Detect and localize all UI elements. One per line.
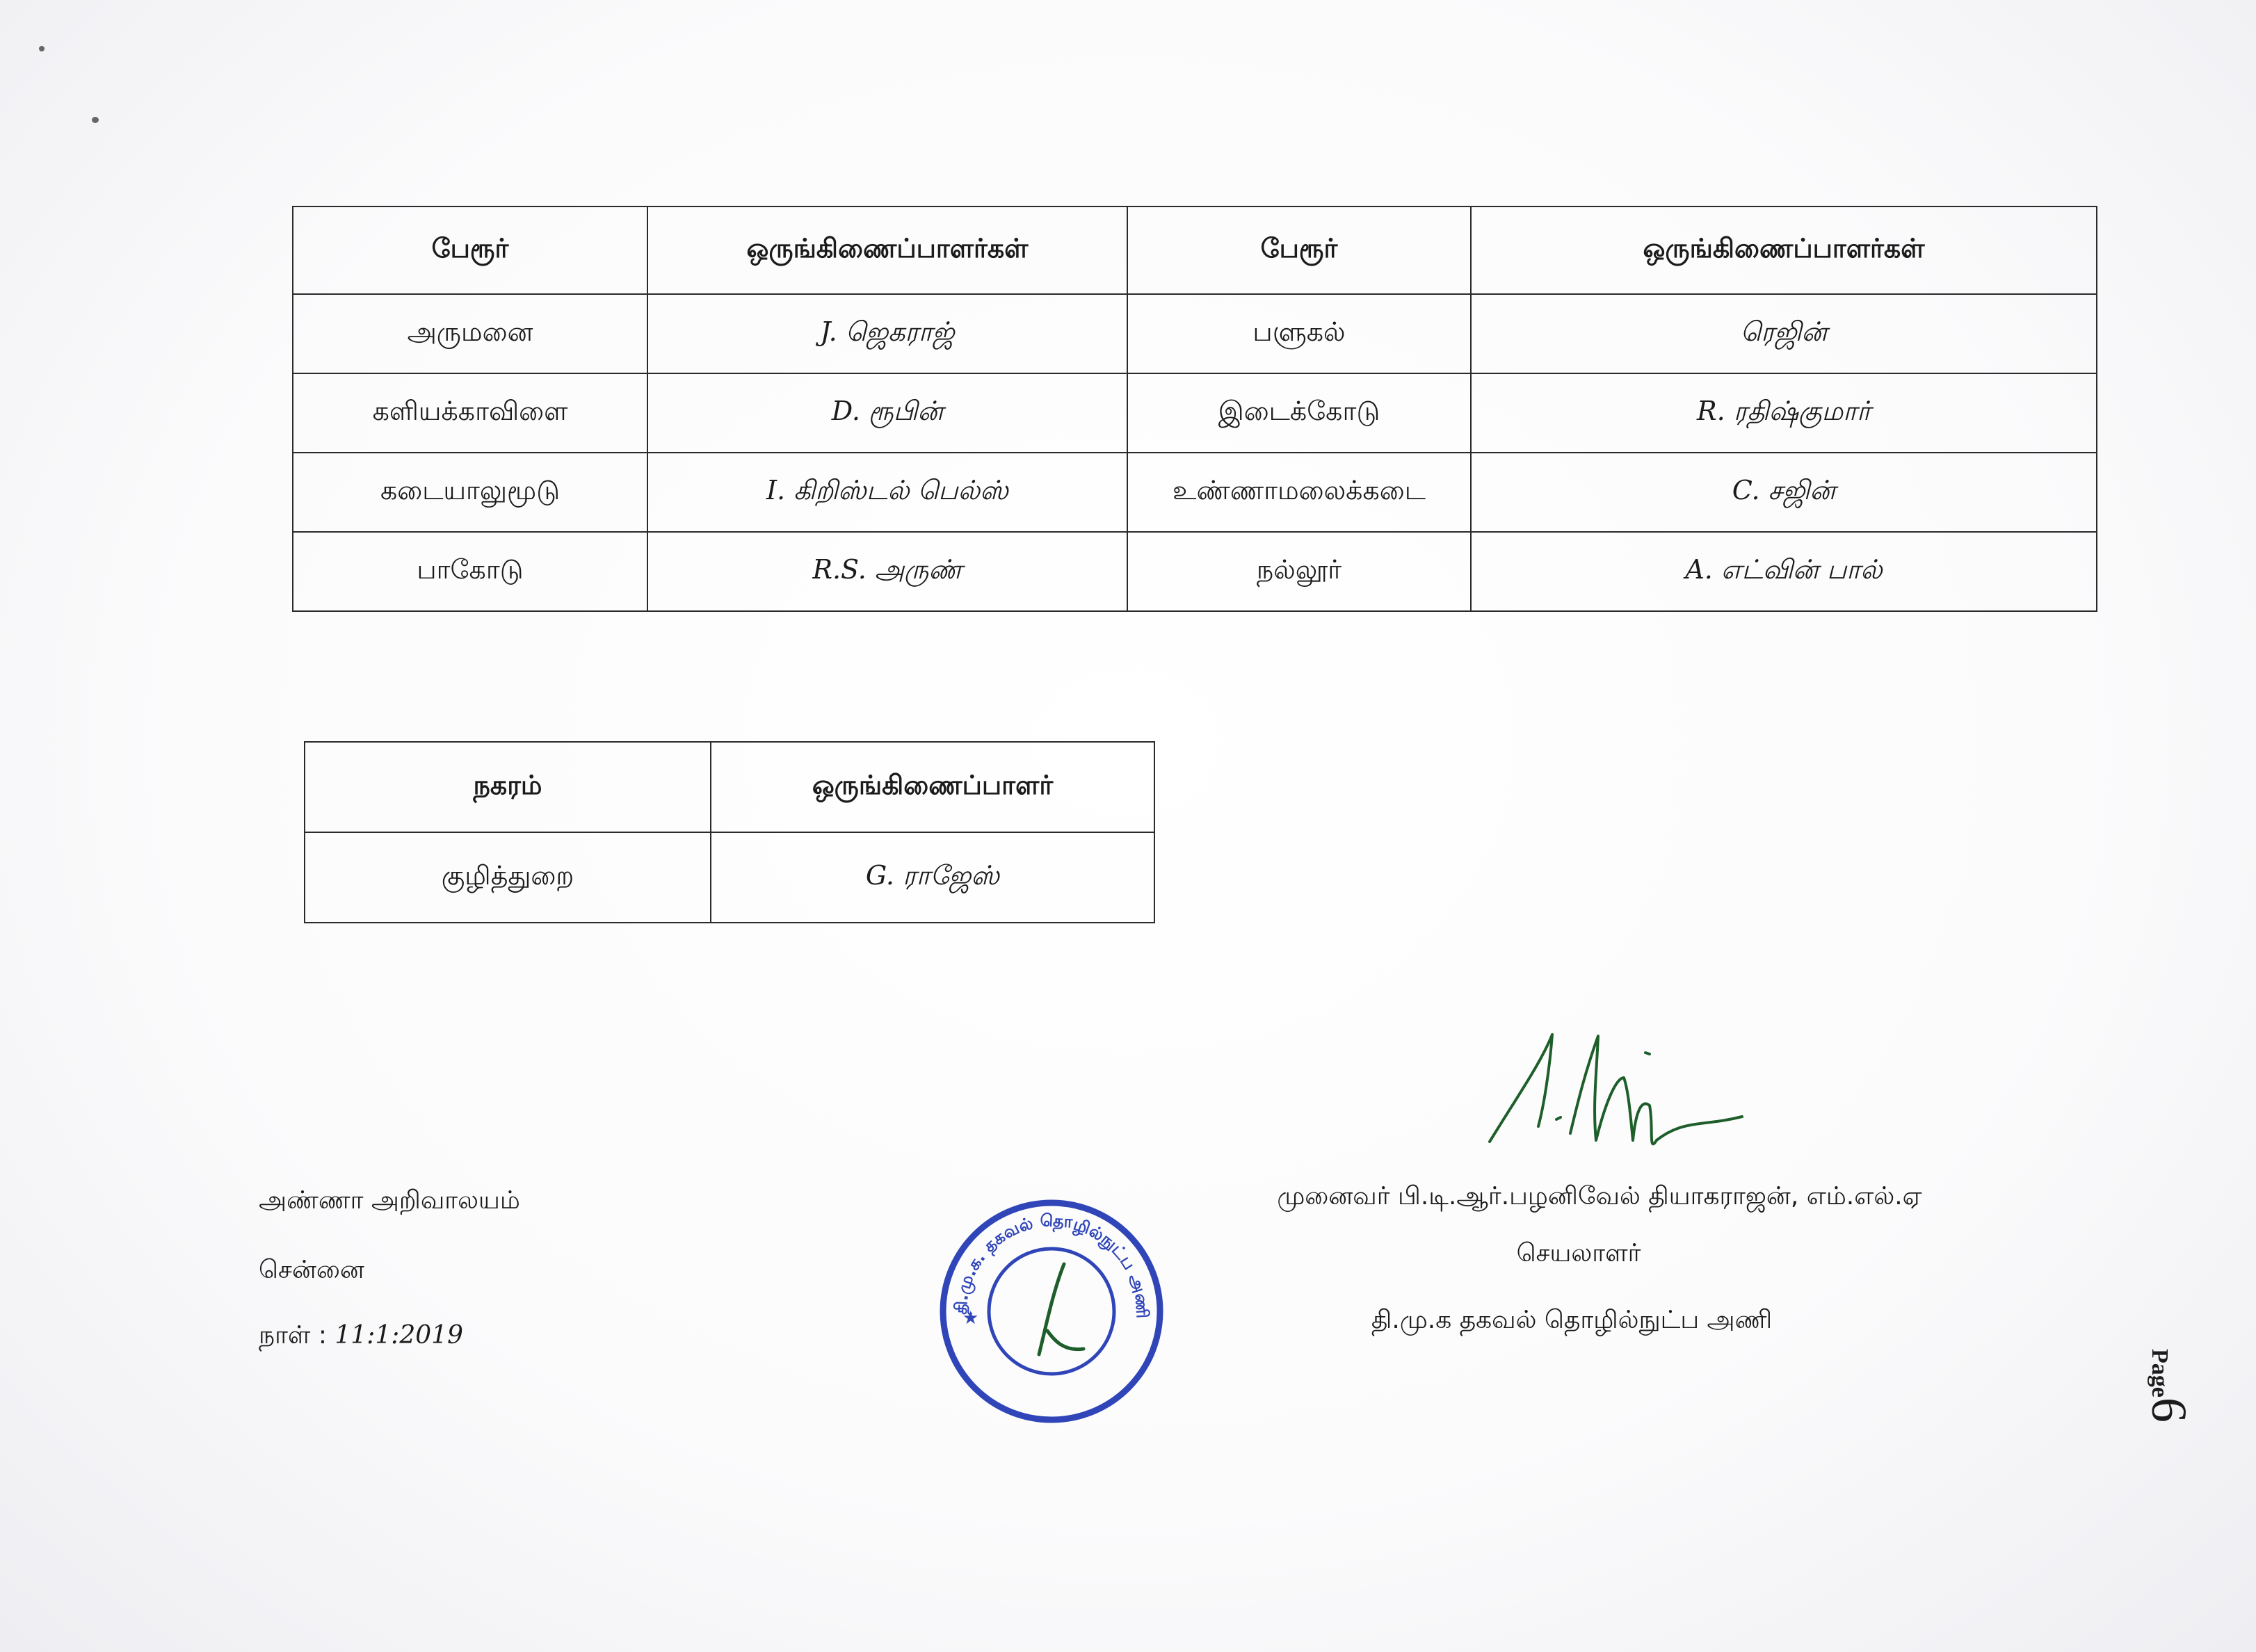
signature bbox=[1474, 1022, 1753, 1161]
coordinator-cell: C. சஜின் bbox=[1471, 453, 2097, 532]
star-icon: ★ bbox=[962, 1308, 979, 1329]
seal-text: தி.மு.க. தகவல் தொழில்நுட்ப அணி bbox=[951, 1210, 1152, 1319]
page-number bbox=[2086, 1349, 2198, 1432]
town-cell: உண்ணாமலைக்கடை bbox=[1127, 453, 1471, 532]
table-row bbox=[293, 294, 2097, 373]
table-row bbox=[305, 832, 1154, 923]
coordinator-cell: D. ரூபின் bbox=[647, 373, 1127, 453]
coordinator-cell: R. ரதிஷ்குமார் bbox=[1471, 373, 2097, 453]
town-cell: நல்லூர் bbox=[1127, 532, 1471, 611]
official-seal bbox=[935, 1195, 1168, 1428]
signatory-name: முனைவர் பி.டி.ஆர்.பழனிவேல் தியாகராஜன், எம்.எல்.ஏ bbox=[1277, 1182, 1922, 1210]
table-row bbox=[293, 373, 2097, 453]
office-name: அண்ணா அறிவாலயம் bbox=[259, 1186, 520, 1215]
scan-speck bbox=[39, 46, 45, 51]
table-row bbox=[293, 532, 2097, 611]
town-cell: கடையாலுமூடு bbox=[293, 453, 647, 532]
column-header-coordinator: ஒருங்கிணைப்பாளர் bbox=[711, 742, 1154, 832]
column-header-city: நகரம் bbox=[305, 742, 711, 832]
date-label: நாள் : bbox=[259, 1321, 335, 1350]
town-coordinator-table bbox=[304, 741, 1155, 923]
column-header-coordinators: ஒருங்கிணைப்பாளர்கள் bbox=[647, 206, 1127, 294]
coordinator-cell: R.S. அருண் bbox=[647, 532, 1127, 611]
coordinator-cell: G. ராஜேஸ் bbox=[711, 832, 1154, 923]
coordinator-cell: I. கிறிஸ்டல் பெல்ஸ் bbox=[647, 453, 1127, 532]
town-cell: பளுகல் bbox=[1127, 294, 1471, 373]
office-city: சென்னை bbox=[259, 1256, 364, 1284]
document-date bbox=[259, 1321, 463, 1353]
town-cell: அருமனை bbox=[293, 294, 647, 373]
town-cell: பாகோடு bbox=[293, 532, 647, 611]
column-header-town: பேரூர் bbox=[293, 206, 647, 294]
table-header-row bbox=[305, 742, 1154, 832]
town-cell: களியக்காவிளை bbox=[293, 373, 647, 453]
signatory-organization: தி.மு.க தகவல் தொழில்நுட்ப அணி bbox=[1371, 1306, 1773, 1334]
town-cell: இடைக்கோடு bbox=[1127, 373, 1471, 453]
scan-speck bbox=[92, 117, 99, 123]
table-row bbox=[293, 453, 2097, 532]
coordinator-cell: ரெஜின் bbox=[1471, 294, 2097, 373]
column-header-town: பேரூர் bbox=[1127, 206, 1471, 294]
table-header-row bbox=[293, 206, 2097, 294]
coordinators-table bbox=[292, 206, 2097, 612]
coordinator-cell: J. ஜெகராஜ் bbox=[647, 294, 1127, 373]
page-number-value: 6 bbox=[2141, 1397, 2197, 1423]
city-cell: குழித்துறை bbox=[305, 832, 711, 923]
signatory-title: செயலாளர் bbox=[1516, 1239, 1641, 1268]
column-header-coordinators: ஒருங்கிணைப்பாளர்கள் bbox=[1471, 206, 2097, 294]
date-value: 11:1:2019 bbox=[335, 1321, 463, 1350]
page-label: Page bbox=[2147, 1349, 2173, 1398]
coordinator-cell: A. எட்வின் பால் bbox=[1471, 532, 2097, 611]
